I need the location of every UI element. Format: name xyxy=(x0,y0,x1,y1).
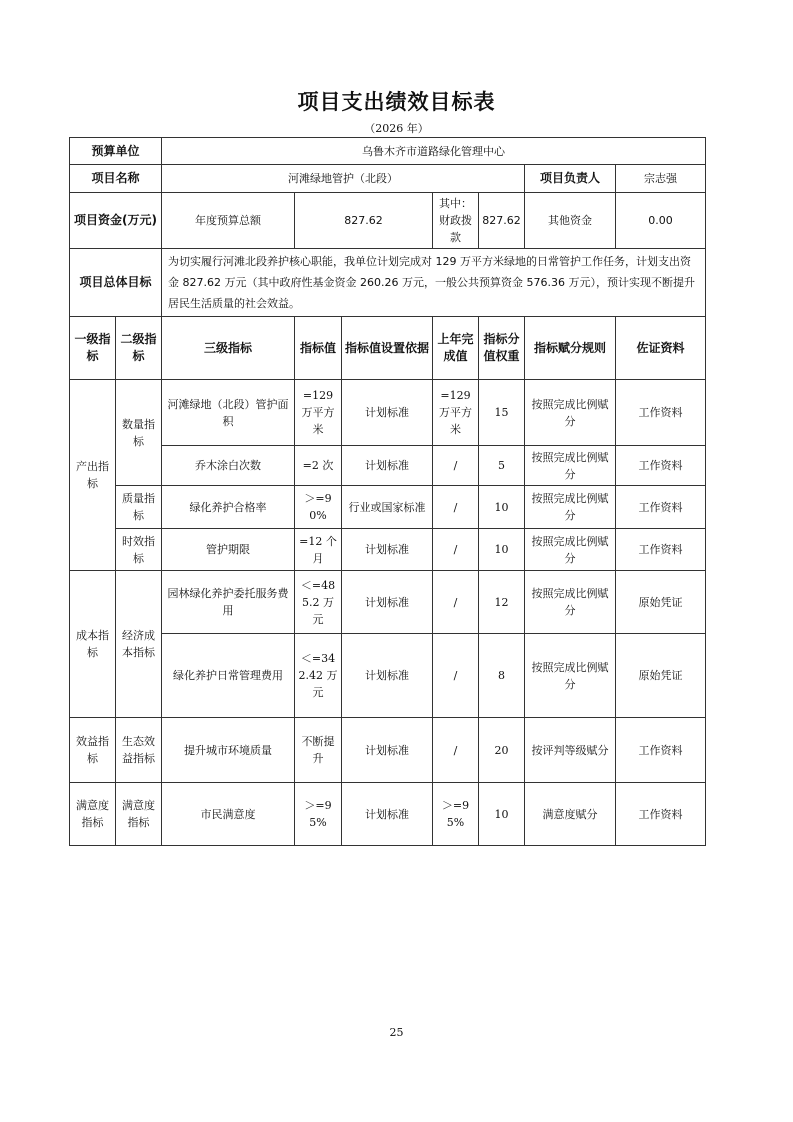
indicator-weight: 10 xyxy=(479,783,525,846)
indicator-basis: 计划标准 xyxy=(342,634,433,718)
indicator-evidence: 工作资料 xyxy=(616,446,706,486)
col-weight: 指标分值权重 xyxy=(479,317,525,380)
group-quantity: 数量指标 xyxy=(116,380,162,486)
table-row xyxy=(70,446,706,486)
fiscal-value: 827.62 xyxy=(479,193,525,249)
group-timeliness: 时效指标 xyxy=(116,529,162,571)
indicator-evidence: 工作资料 xyxy=(616,486,706,529)
indicator-name: 市民满意度 xyxy=(162,783,295,846)
project-goal-text: 为切实履行河滩北段养护核心职能，我单位计划完成对 129 万平方米绿地的日常管护工作任务，计划支出资金 827.62 万元（其中政府性基金资金 260.26 万元，一般公共预算资金 576.36 万元），预计实现不断提升居民生活质量的社会效益。 xyxy=(162,249,706,317)
project-funds-row xyxy=(70,193,706,249)
indicator-weight: 8 xyxy=(479,634,525,718)
indicator-last-year: / xyxy=(433,718,479,783)
indicator-evidence: 工作资料 xyxy=(616,380,706,446)
indicator-evidence: 原始凭证 xyxy=(616,634,706,718)
annual-budget-label: 年度预算总额 xyxy=(162,193,295,249)
col-rule: 指标赋分规则 xyxy=(525,317,616,380)
indicator-rule: 按照完成比例赋分 xyxy=(525,529,616,571)
indicator-last-year: / xyxy=(433,529,479,571)
group-eco-benefit: 生态效益指标 xyxy=(116,718,162,783)
indicator-name: 园林绿化养护委托服务费用 xyxy=(162,571,295,634)
project-goal-label: 项目总体目标 xyxy=(70,249,162,317)
annual-budget-value: 827.62 xyxy=(295,193,433,249)
group-satisfaction: 满意度指标 xyxy=(70,783,116,846)
indicator-weight: 12 xyxy=(479,571,525,634)
page-title: 项目支出绩效目标表 xyxy=(297,90,496,114)
indicator-evidence: 原始凭证 xyxy=(616,571,706,634)
indicator-weight: 10 xyxy=(479,486,525,529)
indicator-value: ＞=90% xyxy=(295,486,342,529)
col-basis: 指标值设置依据 xyxy=(342,317,433,380)
indicator-name: 河滩绿地（北段）管护面积 xyxy=(162,380,295,446)
indicator-last-year: / xyxy=(433,571,479,634)
group-economic-cost: 经济成本指标 xyxy=(116,571,162,718)
indicator-evidence: 工作资料 xyxy=(616,783,706,846)
indicator-evidence: 工作资料 xyxy=(616,529,706,571)
project-name-value: 河滩绿地管护（北段） xyxy=(162,165,525,193)
indicator-value: ＞=95% xyxy=(295,783,342,846)
group-quality: 质量指标 xyxy=(116,486,162,529)
table-row xyxy=(70,380,706,446)
col-level1: 一级指标 xyxy=(70,317,116,380)
performance-table xyxy=(69,137,706,846)
col-level3: 三级指标 xyxy=(162,317,295,380)
project-name-row xyxy=(70,165,706,193)
indicator-last-year: / xyxy=(433,634,479,718)
indicator-last-year: / xyxy=(433,446,479,486)
indicator-last-year: =129万平方米 xyxy=(433,380,479,446)
indicator-basis: 计划标准 xyxy=(342,571,433,634)
other-funds-label: 其他资金 xyxy=(525,193,616,249)
indicator-weight: 10 xyxy=(479,529,525,571)
table-row xyxy=(70,783,706,846)
indicator-name: 管护期限 xyxy=(162,529,295,571)
indicator-value: ＜=342.42 万元 xyxy=(295,634,342,718)
year-label: （2026 年） xyxy=(364,122,429,135)
project-funds-label: 项目资金(万元) xyxy=(70,193,162,249)
project-goal-row xyxy=(70,249,706,317)
indicator-basis: 计划标准 xyxy=(342,529,433,571)
indicator-name: 绿化养护合格率 xyxy=(162,486,295,529)
indicator-rule: 按照完成比例赋分 xyxy=(525,571,616,634)
indicator-value: =129万平方米 xyxy=(295,380,342,446)
col-level2: 二级指标 xyxy=(116,317,162,380)
group-benefit: 效益指标 xyxy=(70,718,116,783)
indicator-last-year: / xyxy=(433,486,479,529)
indicator-value: 不断提升 xyxy=(295,718,342,783)
indicator-evidence: 工作资料 xyxy=(616,718,706,783)
indicator-basis: 计划标准 xyxy=(342,783,433,846)
indicator-basis: 计划标准 xyxy=(342,380,433,446)
indicator-name: 提升城市环境质量 xyxy=(162,718,295,783)
other-funds-value: 0.00 xyxy=(616,193,706,249)
indicator-basis: 计划标准 xyxy=(342,446,433,486)
fiscal-label: 其中：财政拨款 xyxy=(433,193,479,249)
table-row xyxy=(70,486,706,529)
indicator-basis: 计划标准 xyxy=(342,718,433,783)
indicator-name: 乔木涂白次数 xyxy=(162,446,295,486)
indicator-weight: 20 xyxy=(479,718,525,783)
table-row xyxy=(70,571,706,634)
project-name-label: 项目名称 xyxy=(70,165,162,193)
table-row xyxy=(70,634,706,718)
indicator-rule: 按照完成比例赋分 xyxy=(525,380,616,446)
indicator-value: ＜=485.2 万元 xyxy=(295,571,342,634)
col-value: 指标值 xyxy=(295,317,342,380)
project-person-label: 项目负责人 xyxy=(525,165,616,193)
indicator-value: =2 次 xyxy=(295,446,342,486)
group-output: 产出指标 xyxy=(70,380,116,571)
indicator-name: 绿化养护日常管理费用 xyxy=(162,634,295,718)
indicator-rule: 满意度赋分 xyxy=(525,783,616,846)
indicator-value: =12 个月 xyxy=(295,529,342,571)
indicator-rule: 按照完成比例赋分 xyxy=(525,486,616,529)
indicator-weight: 5 xyxy=(479,446,525,486)
budget-unit-label: 预算单位 xyxy=(70,138,162,165)
table-row xyxy=(70,718,706,783)
indicator-rule: 按照完成比例赋分 xyxy=(525,634,616,718)
budget-unit-value: 乌鲁木齐市道路绿化管理中心 xyxy=(162,138,706,165)
indicator-rule: 按评判等级赋分 xyxy=(525,718,616,783)
indicator-basis: 行业或国家标准 xyxy=(342,486,433,529)
group-satisfaction-level2: 满意度指标 xyxy=(116,783,162,846)
page-number: 25 xyxy=(389,1026,404,1039)
indicator-weight: 15 xyxy=(479,380,525,446)
column-header-row xyxy=(70,317,706,380)
col-last-year: 上年完成值 xyxy=(433,317,479,380)
project-person-value: 宗志强 xyxy=(616,165,706,193)
indicator-rule: 按照完成比例赋分 xyxy=(525,446,616,486)
col-evidence: 佐证资料 xyxy=(616,317,706,380)
group-cost: 成本指标 xyxy=(70,571,116,718)
indicator-last-year: ＞=95% xyxy=(433,783,479,846)
budget-unit-row xyxy=(70,138,706,165)
table-row xyxy=(70,529,706,571)
